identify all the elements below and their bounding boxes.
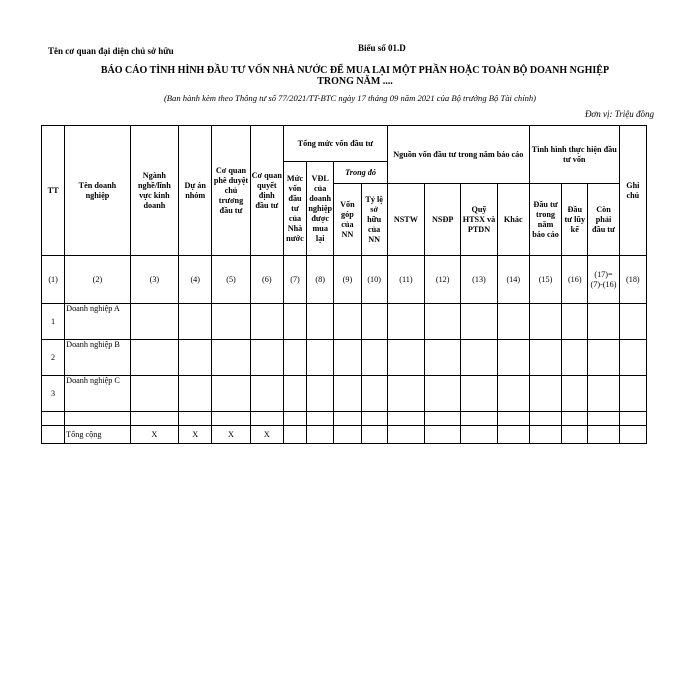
col-num: (1) [42,256,65,304]
header-deciding-agency: Cơ quan quyết định đầu tư [250,126,283,256]
col-num: (17)=(7)-(16) [588,256,619,304]
header-note: Ghi chú [619,126,646,256]
col-num: (5) [212,256,250,304]
total-mark: X [250,426,283,444]
header-state-capital: Mức vốn đầu tư của Nhà nước [283,162,306,256]
title-line-2: TRONG NĂM .... [317,76,393,87]
header-total-investment: Tổng mức vốn đầu tư [283,126,387,162]
col-num: (8) [307,256,334,304]
row-tt: 3 [42,376,65,412]
col-num: (12) [425,256,461,304]
header-charter-capital: VĐL của doanh nghiệp được mua lại [307,162,334,256]
header-state-contribution: Vốn góp của NN [334,184,361,256]
row-company-name: Doanh nghiệp C [65,376,131,412]
total-mark: X [212,426,250,444]
col-num: (2) [65,256,131,304]
col-num: (3) [130,256,178,304]
table-row [42,304,647,340]
header-nsdp: NSĐP [425,184,461,256]
header-remaining: Còn phải đầu tư [588,184,619,256]
header-in-which: Trong đó [334,162,387,184]
header-tt: TT [42,126,65,256]
col-num: (13) [461,256,497,304]
header-industry: Ngành nghề/lĩnh vực kinh doanh [130,126,178,256]
report-table [41,125,647,444]
table-row [42,340,647,376]
header-fund: Quỹ HTSX và PTDN [461,184,497,256]
col-num: (11) [387,256,424,304]
row-tt: 1 [42,304,65,340]
row-company-name: Doanh nghiệp B [65,340,131,376]
total-row [42,426,647,444]
header-in-year: Đầu tư trong năm báo cáo [529,184,561,256]
col-num: (14) [497,256,529,304]
title-line-1: BÁO CÁO TÌNH HÌNH ĐẦU TƯ VỐN NHÀ NƯỚC ĐỂ MUA LẠI MỘT PHẦN HOẶC TOÀN BỘ DOANH NGHIỆP [100,65,610,76]
col-num: (6) [250,256,283,304]
header-funding-source: Nguồn vốn đầu tư trong năm báo cáo [387,126,529,184]
total-label: Tổng cộng [65,426,131,444]
total-mark: X [130,426,178,444]
header-company: Tên doanh nghiệp [65,126,131,256]
report-title [60,65,650,87]
header-project-group: Dự án nhóm [179,126,212,256]
col-num: (10) [361,256,387,304]
header-other: Khác [497,184,529,256]
total-mark: X [179,426,212,444]
header-nstw: NSTW [387,184,424,256]
column-number-row [42,256,647,304]
row-company-name: Doanh nghiệp A [65,304,131,340]
col-num: (7) [283,256,306,304]
legal-basis-note: (Ban hành kèm theo Thông tư số 77/2021/TT-BTC ngày 17 tháng 09 năm 2021 của Bộ trưởng Bộ Tài chính) [163,93,537,103]
row-tt: 2 [42,340,65,376]
header-cumulative: Đầu tư lũy kế [562,184,588,256]
col-num: (9) [334,256,361,304]
form-number: Biểu số 01.D [358,43,406,53]
owner-agency-label: Tên cơ quan đại diện chủ sở hữu [48,46,174,56]
unit-label: Đơn vị: Triệu đồng [584,109,654,119]
col-num: (18) [619,256,646,304]
col-num: (4) [179,256,212,304]
header-progress: Tình hình thực hiện đầu tư vốn [529,126,619,184]
header-ownership-ratio: Tỷ lệ sở hữu của NN [361,184,387,256]
header-approving-agency: Cơ quan phê duyệt chủ trương đầu tư [212,126,250,256]
col-num: (16) [562,256,588,304]
col-num: (15) [529,256,561,304]
table-row [42,376,647,412]
table-row-empty [42,412,647,426]
